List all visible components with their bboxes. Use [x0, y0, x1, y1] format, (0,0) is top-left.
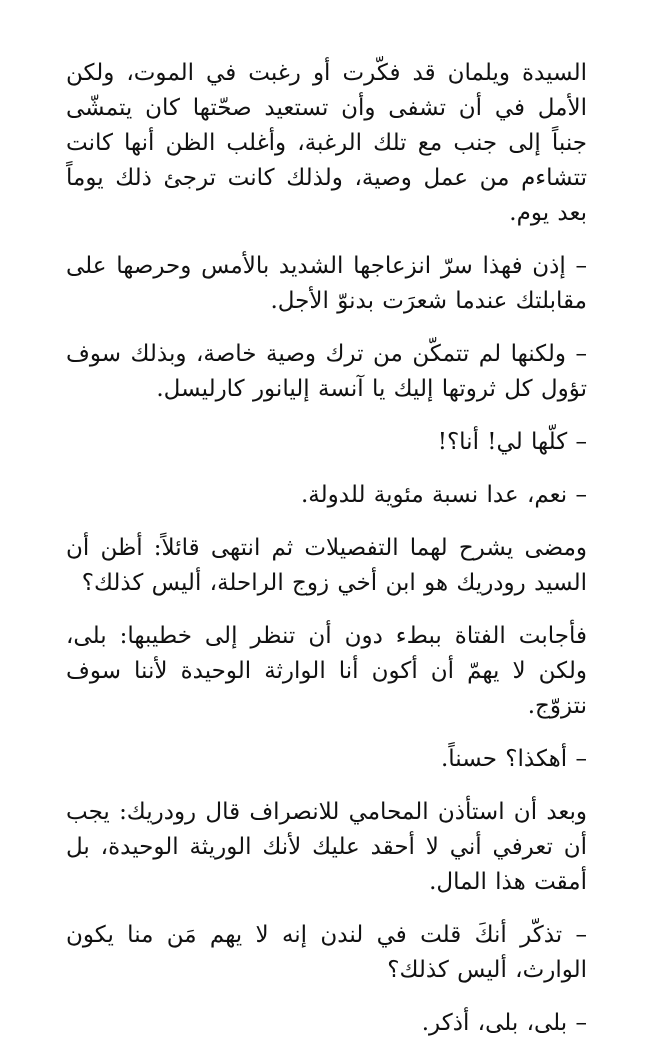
paragraph-5: – نعم، عدا نسبة مئوية للدولة. [301, 482, 587, 508]
paragraph-1: السيدة ويلمان قد فكّرت أو رغبت في الموت، ولكن الأمل في أن تشفى وأن تستعيد صحّتها كان يتمشّى جنباً إلى جنب مع تلك الرغبة، وأغلب الظن أنها كانت تتشاءم من عمل وصية، ولذلك كانت ترجئ ذلك يوماً بعد يوم. [66, 60, 587, 226]
paragraph-6: ومضى يشرح لهما التفصيلات ثم انتهى قائلاً: أظن أن السيد رودريك هو ابن أخي زوج الراحلة، أليس كذلك؟ [66, 535, 587, 596]
paragraph-10: – تذكّر أنكَ قلت في لندن إنه لا يهم مَن منا يكون الوارث، أليس كذلك؟ [66, 922, 587, 983]
paragraph-11: – بلى، بلى، أذكر. [421, 1010, 587, 1036]
paragraph-7: فأجابت الفتاة ببطء دون أن تنظر إلى خطيبها: بلى، ولكن لا يهمّ أن أكون أنا الوارثة الوحيدة لأننا سوف نتزوّج. [66, 623, 587, 719]
paragraph-9: وبعد أن استأذن المحامي للانصراف قال رودريك: يجب أن تعرفي أني لا أحقد عليك لأنك الوريثة الوحيدة، بل أمقت هذا المال. [66, 799, 587, 895]
paragraph-8: – أهكذا؟ حسناً. [440, 746, 587, 772]
paragraph-4: – كلّها لي! أنا؟! [437, 429, 587, 455]
paragraph-2: – إذن فهذا سرّ انزعاجها الشديد بالأمس وحرصها على مقابلتك عندما شعرَت بدنوّ الأجل. [66, 253, 587, 314]
paragraph-3: – ولكنها لم تتمكّن من ترك وصية خاصة، وبذلك سوف تؤول كل ثروتها إليك يا آنسة إليانور كارليسل. [66, 341, 587, 402]
